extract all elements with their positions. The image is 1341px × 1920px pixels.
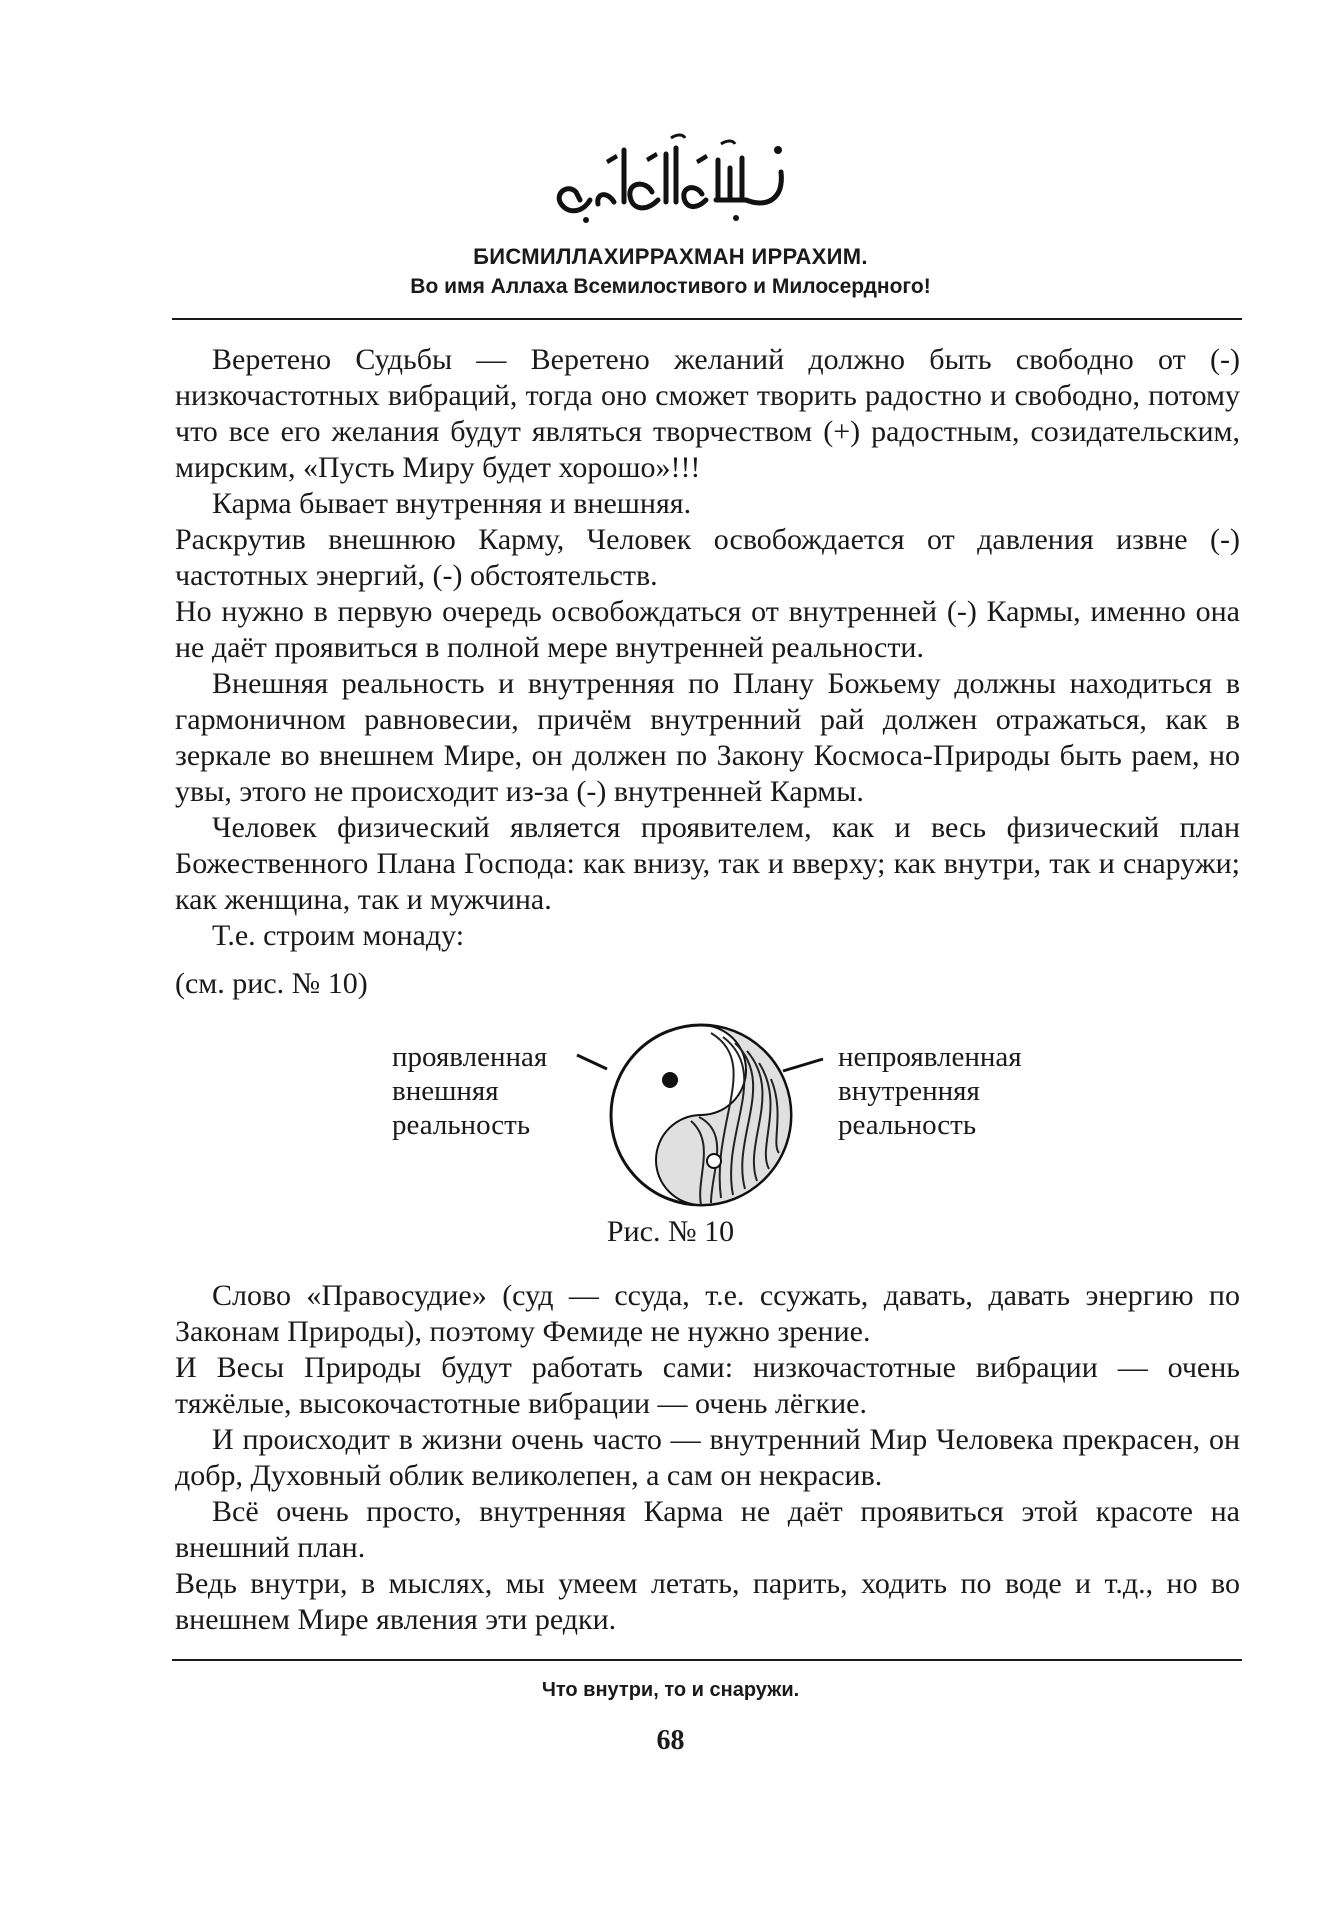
paragraph: Слово «Правосудие» (суд — ссуда, т.е. ссужать, давать, давать энергию по Законам Природы), поэтому Фемиде не нужно зрение. <box>175 1279 1240 1348</box>
paragraph: И происходит в жизни очень часто — внутренний Мир Человека прекрасен, он добр, Духовный облик великолепен, а сам он некрасив. <box>175 1423 1240 1492</box>
left-label-line: проявленная <box>392 1041 548 1073</box>
page-number: 68 <box>656 1725 685 1756</box>
bottom-divider <box>172 1659 1242 1661</box>
bismillah-calligraphy <box>0 130 1341 230</box>
paragraph: Веретено Судьбы — Веретено желаний должно быть свободно от (-) низкочастотных вибраций, тогда оно сможет творить радостно и свободно, потому что все его желания будут являться творчеством (+) радостным, созидательским, мирским, «Пусть Миру будет хорошо»!!! <box>175 343 1240 484</box>
main-text-block-1 <box>175 342 1240 954</box>
paragraph: Ведь внутри, в мыслях, мы умеем летать, парить, ходить по воде и т.д., но во внешнем Мире явления эти редки. <box>175 1567 1240 1636</box>
left-label-line: внешняя <box>392 1075 499 1107</box>
header-title: БИСМИЛЛАХИРРАХМАН ИРРАХИМ. <box>473 244 868 269</box>
yin-yang-icon <box>571 1013 841 1213</box>
header-subtitle: Во имя Аллаха Всемилостивого и Милосердного! <box>410 275 931 298</box>
figure-reference: (см. рис. № 10) <box>175 967 368 1000</box>
paragraph: Всё очень просто, внутренняя Карма не даёт проявиться этой красоте на внешний план. <box>175 1495 1240 1564</box>
paragraph: Но нужно в первую очередь освобождаться от внутренней (-) Кармы, именно она не даёт проявиться в полной мере внутренней реальности. <box>175 595 1240 664</box>
left-label-line: реальность <box>392 1109 531 1141</box>
footer-text: Что внутри, то и снаружи. <box>541 1679 800 1701</box>
paragraph: Раскрутив внешнюю Карму, Человек освобождается от давления извне (-) частотных энергий, (-) обстоятельств. <box>175 523 1240 592</box>
top-divider <box>172 318 1242 320</box>
paragraph: Т.е. строим монаду: <box>212 919 465 952</box>
paragraph: Карма бывает внутренняя и внешняя. <box>212 487 692 520</box>
right-label-line: непроявленная <box>838 1041 1022 1073</box>
figure-left-label <box>392 1040 582 1142</box>
figure-right-label <box>838 1040 1088 1142</box>
right-label-line: реальность <box>838 1109 977 1141</box>
figure-caption: Рис. № 10 <box>606 1215 735 1248</box>
bismillah-arabic-calligraphy-icon <box>546 130 796 226</box>
main-text-block-2 <box>175 1278 1240 1638</box>
right-label-line: внутренняя <box>838 1075 980 1107</box>
paragraph: Человек физический является проявителем, как и весь физический план Божественного Плана Господа: как внизу, так и вверху; как внутри, так и снаружи; как женщина, так и мужчина. <box>175 811 1240 916</box>
paragraph: И Весы Природы будут работать сами: низкочастотные вибрации — очень тяжёлые, высокочастотные вибрации — очень лёгкие. <box>175 1351 1240 1420</box>
paragraph: Внешняя реальность и внутренняя по Плану Божьему должны находиться в гармоничном равновесии, причём внутренний рай должен отражаться, как в зеркале во внешнем Мире, он должен по Закону Космоса-Природы быть раем, но увы, этого не происходит из-за (-) внутренней Кармы. <box>175 667 1240 808</box>
